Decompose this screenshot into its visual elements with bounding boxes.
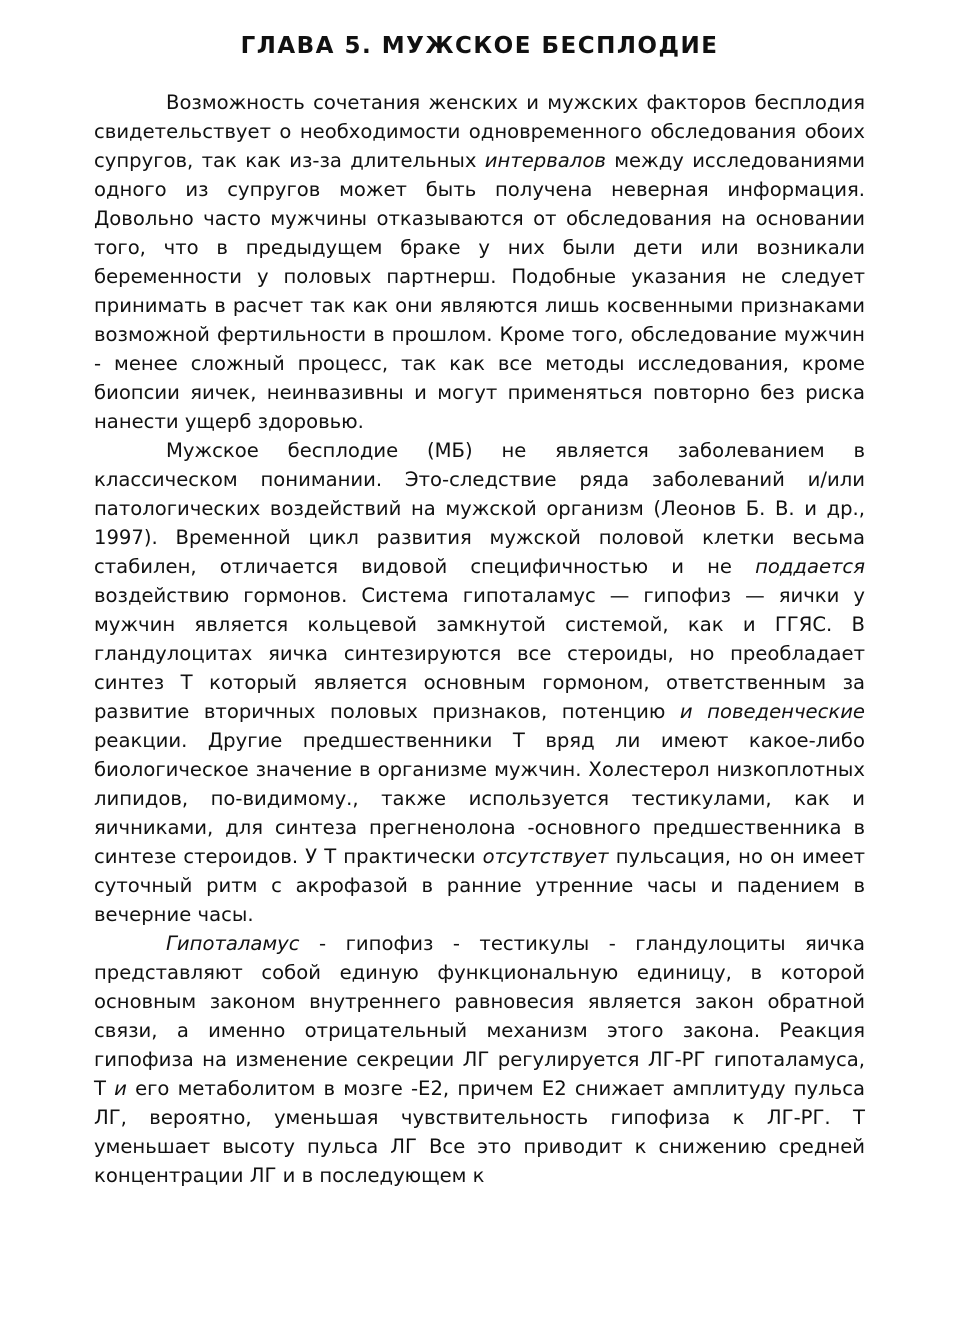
paragraph-text: воздействию гормонов. Система гипоталамус — гипофиз — яички у мужчин является кольцевой замкнутой системой, как и ГГЯС. В гландулоцитах яичка синтезируются все стероиды, но преобладает синтез Т который является основным гормоном, ответственным за развитие вторичных половых признаков, потенцию <box>94 584 865 723</box>
italic-text: интервалов <box>484 149 606 172</box>
italic-text: отсутствует <box>482 845 609 868</box>
paragraph-text: пульсация, но он имеет суточный ритм с акрофазой в ранние утренние часы и падением в вечерние часы. <box>94 845 865 926</box>
italic-text: и <box>114 1077 127 1100</box>
paragraph-text: его метаболитом в мозге -Е2, причем Е2 снижает амплитуду пульса ЛГ, вероятно, уменьшая чувствительность гипофиза к ЛГ-РГ. Т уменьшает высоту пульса ЛГ Все это приводит к снижению средней концентрации ЛГ и в последующем к <box>94 1077 865 1187</box>
paragraph <box>94 88 865 436</box>
paragraph <box>94 929 865 1190</box>
paragraph-text: - гипофиз - тестикулы - гландулоциты яичка представляют собой единую функциональную единицу, в которой основным законом внутреннего равновесия является закон обратной связи, а именно отрицательный механизм этого закона. Реакция гипофиза на изменение секреции ЛГ регулируется ЛГ-РГ гипоталамуса, Т <box>94 932 865 1100</box>
paragraph-text: Возможность сочетания женских и мужских факторов бесплодия свидетельствует о необходимости одновременного обследования обоих супругов, так как из-за длительных <box>94 91 865 172</box>
italic-text: поддается <box>755 555 865 578</box>
body-text <box>94 88 865 1190</box>
document-page <box>94 30 865 1190</box>
italic-text: Гипоталамус <box>166 932 300 955</box>
paragraph-text: Мужское бесплодие (МБ) не является заболеванием в классическом понимании. Это-следствие ряда заболеваний и/или патологических воздействий на мужской организм (Леонов Б. В. и др., 1997). Временной цикл развития мужской половой клетки весьма стабилен, отличается видовой специфичностью и не <box>94 439 865 578</box>
italic-text: и поведенческие <box>679 700 865 723</box>
paragraph <box>94 436 865 929</box>
paragraph-text: реакции. Другие предшественники Т вряд ли имеют какое-либо биологическое значение в организме мужчин. Холестерол низкоплотных липидов, по-видимому., также используется тестикулами, как и яичниками, для синтеза прегненолона -основного предшественника в синтезе стероидов. У Т практически <box>94 729 865 868</box>
paragraph-text: между исследованиями одного из супругов может быть получена неверная информация. Довольно часто мужчины отказываются от обследования на основании того, что в предыдущем браке у них были дети или возникали беременности у половых партнерш. Подобные указания не следует принимать в расчет так как они являются лишь косвенными признаками возможной фертильности в прошлом. Кроме того, обследование мужчин - менее сложный процесс, так как все методы исследования, кроме биопсии яичек, неинвазивны и могут применяться повторно без риска нанести ущерб здоровью. <box>94 149 865 433</box>
chapter-title: ГЛАВА 5. МУЖСКОЕ БЕСПЛОДИЕ <box>240 33 719 59</box>
